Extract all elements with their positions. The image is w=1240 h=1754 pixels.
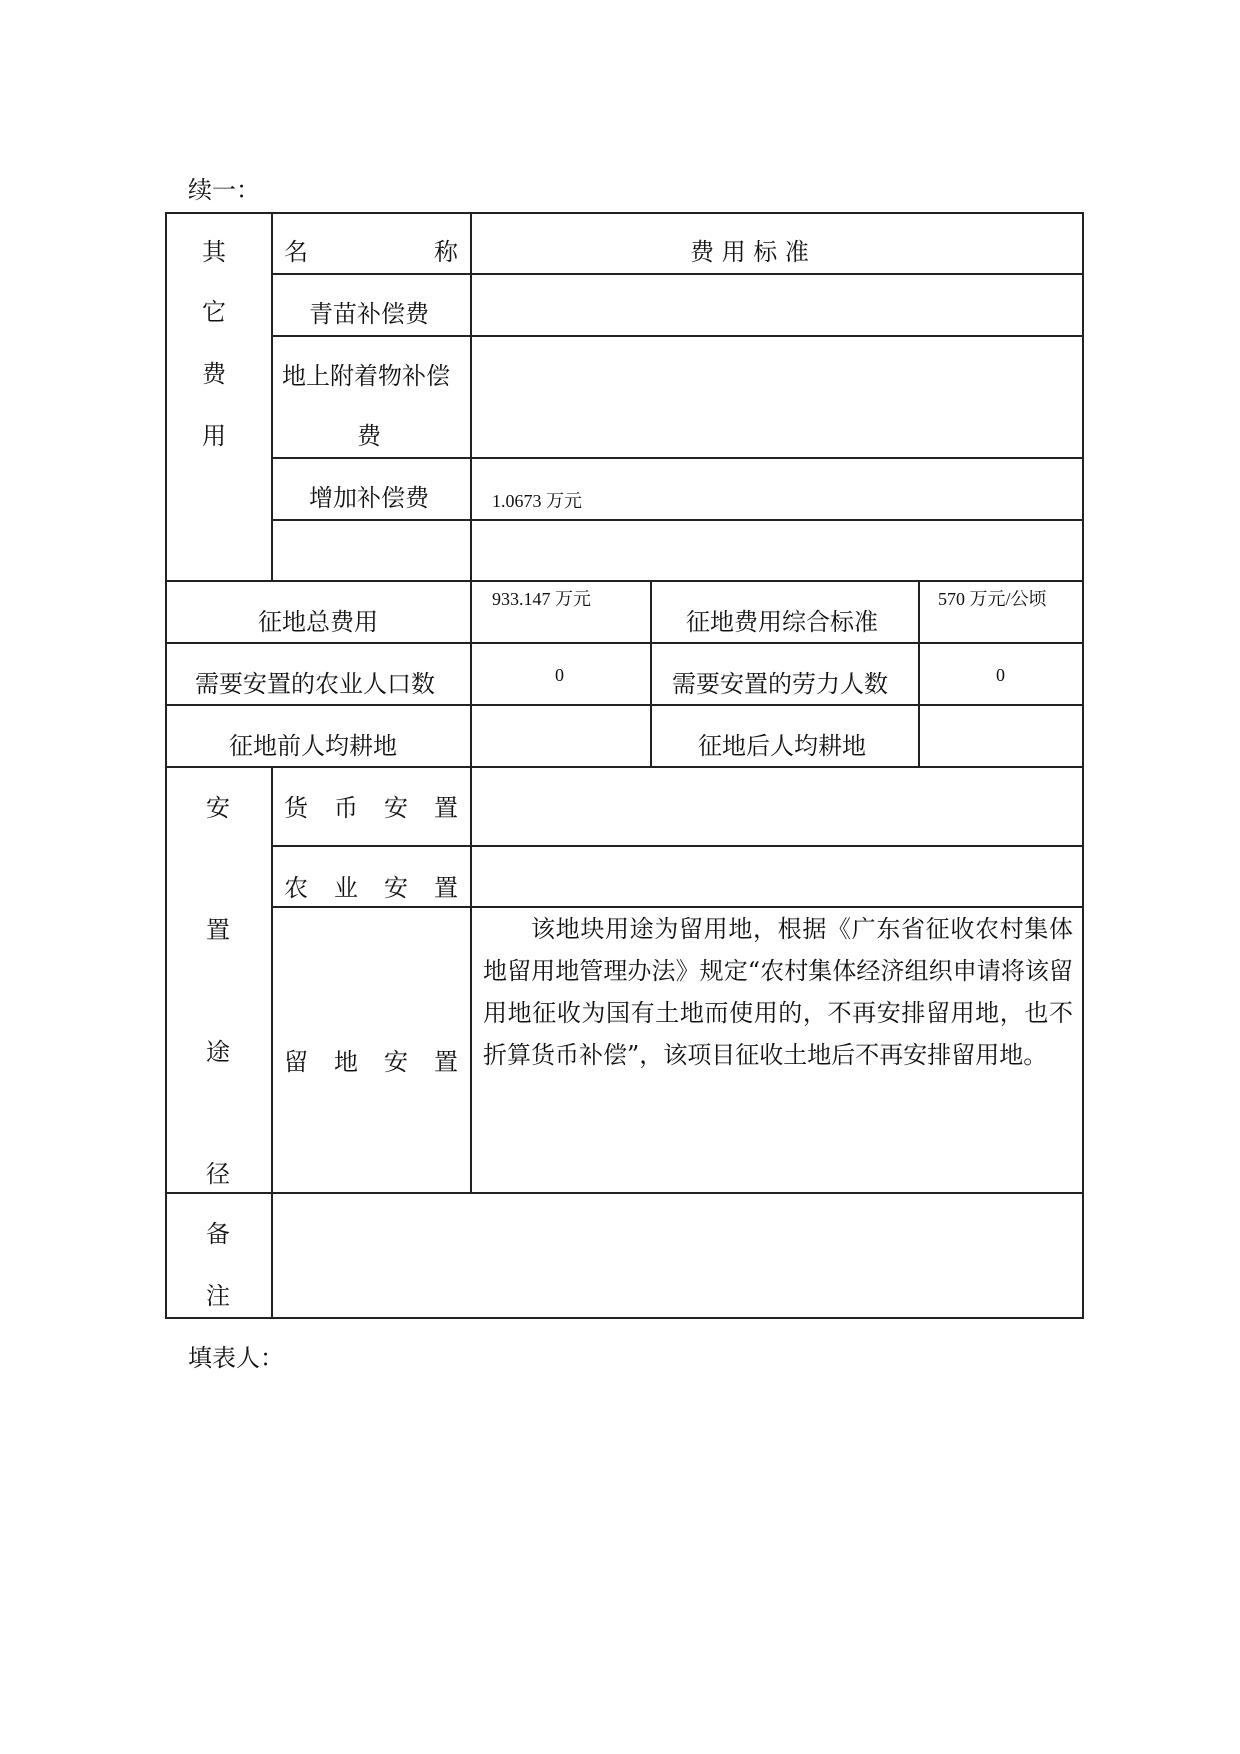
- row-divider: [165, 642, 1084, 644]
- table-border-right: [1082, 212, 1084, 1318]
- label-char: 置: [434, 1048, 458, 1076]
- table-border-left: [165, 212, 167, 1318]
- row-divider: [271, 845, 1084, 847]
- row-divider: [271, 335, 1084, 337]
- label-char: 备: [206, 1220, 230, 1248]
- header-char: 称: [434, 238, 458, 266]
- row-divider: [271, 273, 1084, 275]
- label-char: 置: [434, 874, 458, 902]
- label-char: 业: [334, 874, 358, 902]
- label-char: 地: [334, 1048, 358, 1076]
- column-divider: [271, 766, 273, 1193]
- group-label-char: 安: [206, 794, 230, 822]
- label-char: 农: [284, 874, 308, 902]
- label-char: 置: [434, 794, 458, 822]
- column-divider: [470, 766, 472, 1193]
- header-char: 名: [284, 238, 308, 266]
- row-divider: [271, 457, 1084, 459]
- table-border-bottom: [165, 1317, 1084, 1319]
- label-char: 安: [384, 874, 408, 902]
- composite-standard-value: 570 万元/公顷: [938, 589, 1047, 609]
- column-divider: [650, 580, 652, 766]
- fee-name-attachments: 地上附着物补偿: [282, 362, 450, 390]
- farmland-after-label: 征地后人均耕地: [698, 732, 866, 760]
- label-char: 货: [284, 794, 308, 822]
- group-label-char: 置: [206, 916, 230, 944]
- column-divider: [271, 212, 273, 581]
- labor-count-label: 需要安置的劳力人数: [672, 670, 888, 698]
- column-divider: [918, 580, 920, 766]
- currency-resettlement-label: [284, 796, 458, 820]
- label-char: 留: [284, 1048, 308, 1076]
- group-label-char: 其: [202, 238, 226, 266]
- fee-name-additional: 增加补偿费: [309, 484, 429, 512]
- column-divider: [470, 580, 472, 766]
- fee-value-additional: 1.0673 万元: [492, 491, 582, 511]
- standard-column-header: 费 用 标 准: [690, 238, 809, 266]
- row-divider: [165, 580, 1084, 582]
- group-label-char: 用: [202, 422, 226, 450]
- fee-name-attachments-line2: 费: [357, 422, 381, 450]
- group-label-char: 费: [202, 360, 226, 388]
- row-divider: [165, 704, 1084, 706]
- filler-label: 填表人：: [188, 1344, 284, 1372]
- composite-standard-label: 征地费用综合标准: [686, 608, 878, 636]
- label-char: 币: [334, 794, 358, 822]
- name-column-header: [284, 240, 458, 264]
- column-divider: [470, 212, 472, 581]
- table-border-top: [165, 212, 1084, 214]
- agri-population-label: 需要安置的农业人口数: [195, 670, 435, 698]
- total-fee-label: 征地总费用: [258, 608, 378, 636]
- label-char: 注: [206, 1282, 230, 1310]
- row-divider: [165, 766, 1084, 768]
- land-resettlement-text: 该地块用途为留用地，根据《广东省征收农村集体地留用地管理办法》规定“农村集体经济组织申请将该留用地征收为国有土地而使用的，不再安排留用地，也不折算货币补偿”，该项目征收土地后不再安排留用地。: [483, 915, 1073, 1069]
- label-char: 安: [384, 1048, 408, 1076]
- row-divider: [271, 519, 1084, 521]
- total-fee-value: 933.147 万元: [492, 589, 591, 609]
- labor-count-value: 0: [996, 665, 1005, 685]
- agri-resettlement-label: [284, 876, 458, 900]
- group-label-char: 径: [206, 1160, 230, 1188]
- group-label-char: 途: [206, 1038, 230, 1066]
- agri-population-value: 0: [555, 665, 564, 685]
- group-label-char: 它: [202, 298, 226, 326]
- label-char: 安: [384, 794, 408, 822]
- continuation-label: 续一：: [188, 176, 260, 204]
- remarks-field[interactable]: [273, 1194, 1081, 1316]
- land-resettlement-label: [284, 1050, 458, 1074]
- farmland-before-label: 征地前人均耕地: [229, 732, 397, 760]
- fee-name-seedling: 青苗补偿费: [309, 300, 429, 328]
